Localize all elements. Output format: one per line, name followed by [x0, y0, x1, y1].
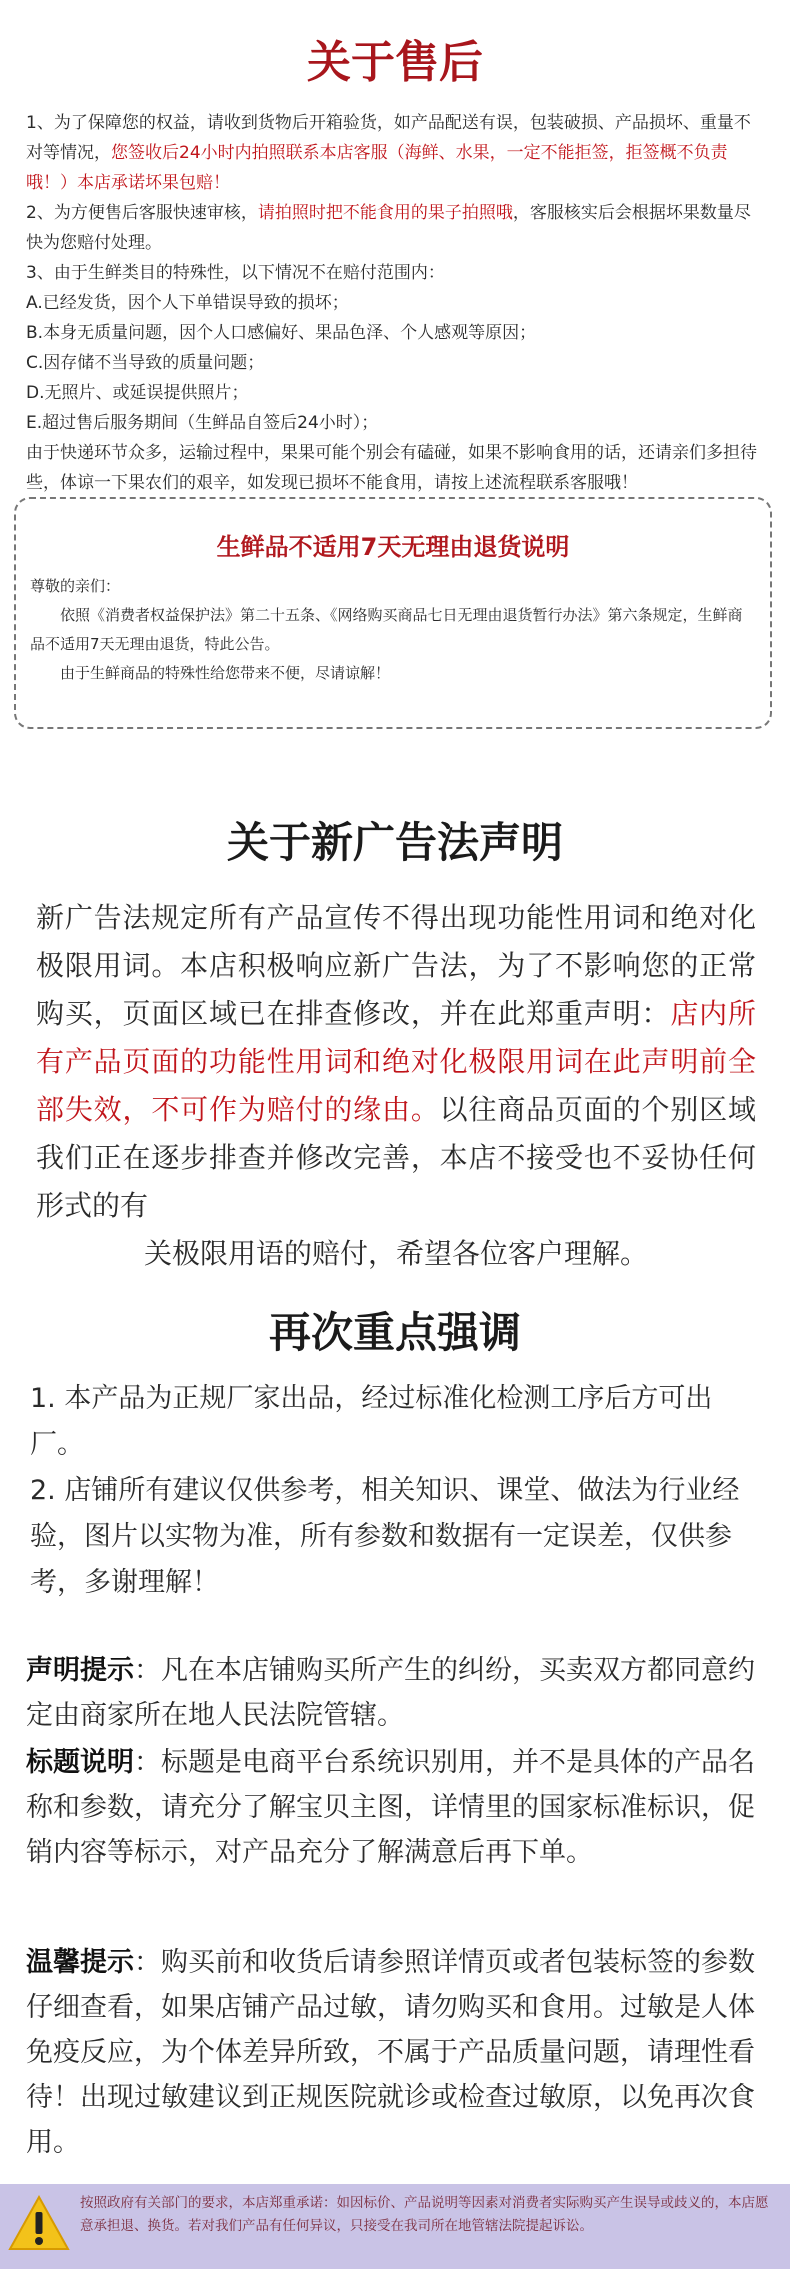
- warm-note: [26, 1940, 762, 2165]
- exclusion-item: C.因存储不当导致的质量问题；: [26, 353, 265, 373]
- no-return-greeting: 尊敬的亲们：: [30, 577, 121, 595]
- ad-law-text-end: 关极限用语的赔付，希望各位客户理解。: [143, 1237, 648, 1270]
- aftersale-p3: 3、由于生鲜类目的特殊性，以下情况不在赔付范围内：: [26, 263, 445, 283]
- statement-label: 声明提示: [26, 1655, 134, 1686]
- ad-law-title: 关于新广告法声明: [226, 818, 563, 867]
- no-return-body: 依照《消费者权益保护法》第二十五条、《网络购买商品七日无理由退货暂行办法》第六条规定，生鲜商品不适用7天无理由退货，特此公告。: [30, 606, 743, 653]
- warm-text: ：购买前和收货后请参照详情页或者包装标签的参数仔细查看，如果店铺产品过敏，请勿购买和食用。过敏是人体免疫反应，为个体差异所致，不属于产品质量问题，请理性看待！出现过敏建议到正规医院就诊或检查过敏原，以免再次食用。: [26, 1947, 755, 2158]
- aftersale-section: [0, 82, 790, 498]
- exclusion-item: B.本身无质量问题，因个人口感偏好、果品色泽、个人感观等原因；: [26, 323, 537, 343]
- aftersale-p2-highlight: 请拍照时把不能食用的果子拍照哦: [257, 203, 513, 223]
- aftersale-p2-text: 2、为方便售后客服快速审核，: [26, 203, 258, 223]
- emphasis-title: 再次重点强调: [268, 1308, 521, 1357]
- warning-icon: [8, 2194, 70, 2252]
- ad-law-text-c: 以往商品页面的个别区域我们正在逐步排查并修改完善，本店不接受也不妥协任何形式的有: [36, 1093, 756, 1222]
- ad-law-text: [36, 894, 756, 1230]
- ad-law-text-a: 新广告法规定所有产品宣传不得出现功能性用词和绝对化极限用词。本店积极响应新广告法，为了不影响您的正常购买，页面区域已在排查修改，并在此郑重声明：: [36, 901, 756, 1030]
- aftersale-p2: [26, 198, 764, 258]
- statement-note: [26, 1648, 762, 1738]
- emphasis-p2: 2. 店铺所有建议仅供参考，相关知识、课堂、做法为行业经验，图片以实物为准，所有参数和数据有一定误差，仅供参考，多谢理解！: [30, 1475, 740, 1598]
- ad-law-highlight: 店内所有产品页面的功能性用词和绝对化极限用词在此声明前全部失效，不可作为赔付的缘由。: [36, 997, 756, 1126]
- aftersale-title: 关于售后: [307, 37, 483, 88]
- footer-legal-bar: [0, 2184, 790, 2269]
- exclusion-item: E.超过售后服务期间（生鲜品自签后24小时）；: [26, 413, 379, 433]
- title-text: ：标题是电商平台系统识别用，并不是具体的产品名称和参数，请充分了解宝贝主图，详情里的国家标准标识，促销内容等标示，对产品充分了解满意后再下单。: [26, 1747, 755, 1868]
- emphasis-section: [30, 1376, 760, 1606]
- ad-law-section: [36, 894, 756, 1278]
- emphasis-p1: 1. 本产品为正规厂家出品，经过标准化检测工序后方可出厂。: [30, 1383, 713, 1460]
- no-return-apology: 由于生鲜商品的特殊性给您带来不便，尽请谅解！: [60, 664, 391, 682]
- statement-text: ：凡在本店铺购买所产生的纠纷，买卖双方都同意约定由商家所在地人民法院管辖。: [26, 1655, 755, 1731]
- aftersale-p1-highlight: 您签收后24小时内拍照联系本店客服（海鲜、水果，一定不能拒签，拒签概不负责哦！）本店承诺坏果包赔！: [26, 143, 728, 193]
- no-return-title: 生鲜品不适用7天无理由退货说明: [216, 533, 570, 561]
- title-label: 标题说明: [26, 1747, 134, 1778]
- no-return-notice-box: [14, 497, 772, 729]
- aftersale-p2-text-end: ，客服核实后会根据坏果数量尽快为您赔付处理。: [26, 203, 751, 253]
- aftersale-p1: [26, 108, 764, 198]
- aftersale-p1-text: 1、为了保障您的权益，请收到货物后开箱验货，如产品配送有误，包装破损、产品损坏、重量不对等情况，: [26, 113, 751, 163]
- footer-text: 按照政府有关部门的要求，本店郑重承诺：如因标价、产品说明等因素对消费者实际购买产生误导或歧义的，本店愿意承担退、换货。若对我们产品有任何异议，只接受在我司所在地管辖法院提起诉讼。: [80, 2195, 769, 2234]
- aftersale-p4: 由于快递环节众多，运输过程中，果果可能个别会有磕碰，如果不影响食用的话，还请亲们多担待些，体谅一下果农们的艰辛，如发现已损坏不能食用，请按上述流程联系客服哦！: [26, 443, 757, 493]
- exclusion-item: D.无照片、或延误提供照片；: [26, 383, 249, 403]
- exclusion-item: A.已经发货，因个人下单错误导致的损坏；: [26, 293, 349, 313]
- title-note: [26, 1740, 762, 1875]
- warm-label: 温馨提示: [26, 1947, 134, 1978]
